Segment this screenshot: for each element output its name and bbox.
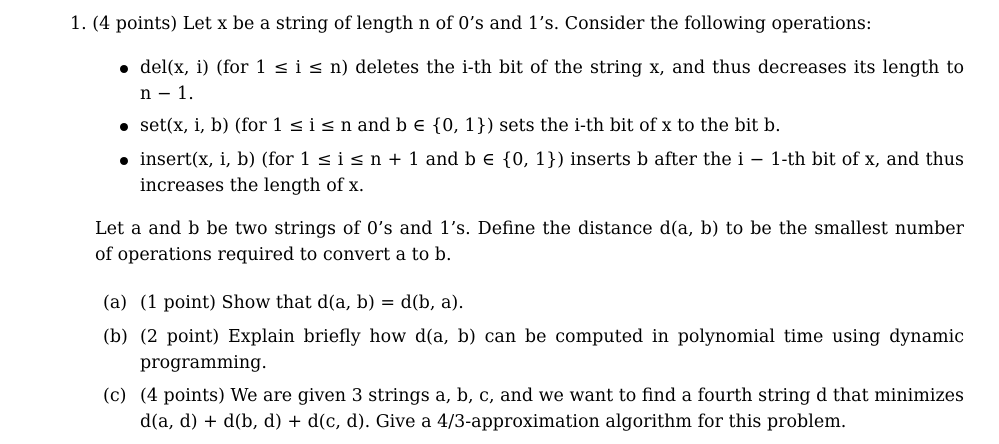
part-c-line1: (4 points) We are given 3 strings a, b, c, and we want to find a fourth string d that minimizes [140,386,965,406]
part-b-line1: (2 point) Explain briefly how d(a, b) can be computed in polynomial time using dynamic [140,327,964,347]
operation-del-line1: del(x, i) (for 1 ≤ i ≤ n) deletes the i-th bit of the string x, and thus decreases its length to [140,58,964,78]
definition-line1: Let a and b be two strings of 0’s and 1’s. Define the distance d(a, b) to be the smallest number [95,219,964,239]
bullet-insert [120,157,128,165]
definition-line2: of operations required to convert a to b. [95,245,452,265]
operation-del-line2: n − 1. [140,84,194,104]
problem-header: 1. (4 points) Let x be a string of length n of 0’s and 1’s. Consider the following operations: [70,14,872,34]
bullet-set [120,123,128,131]
part-a-label: (a) [103,293,128,313]
part-c-label: (c) [103,386,127,406]
bullet-del [120,65,128,73]
operation-insert-line1: insert(x, i, b) (for 1 ≤ i ≤ n + 1 and b ∈ {0, 1}) inserts b after the i − 1-th bit of x, and thus [140,150,964,170]
part-b-line2: programming. [140,353,267,373]
part-a-text: (1 point) Show that d(a, b) = d(b, a). [140,293,464,313]
part-c-line2: d(a, d) + d(b, d) + d(c, d). Give a 4/3-approximation algorithm for this problem. [140,412,847,432]
operation-insert-line2: increases the length of x. [140,176,365,196]
operation-set-line1: set(x, i, b) (for 1 ≤ i ≤ n and b ∈ {0, 1}) sets the i-th bit of x to the bit b. [140,116,781,136]
part-b-label: (b) [103,327,128,347]
